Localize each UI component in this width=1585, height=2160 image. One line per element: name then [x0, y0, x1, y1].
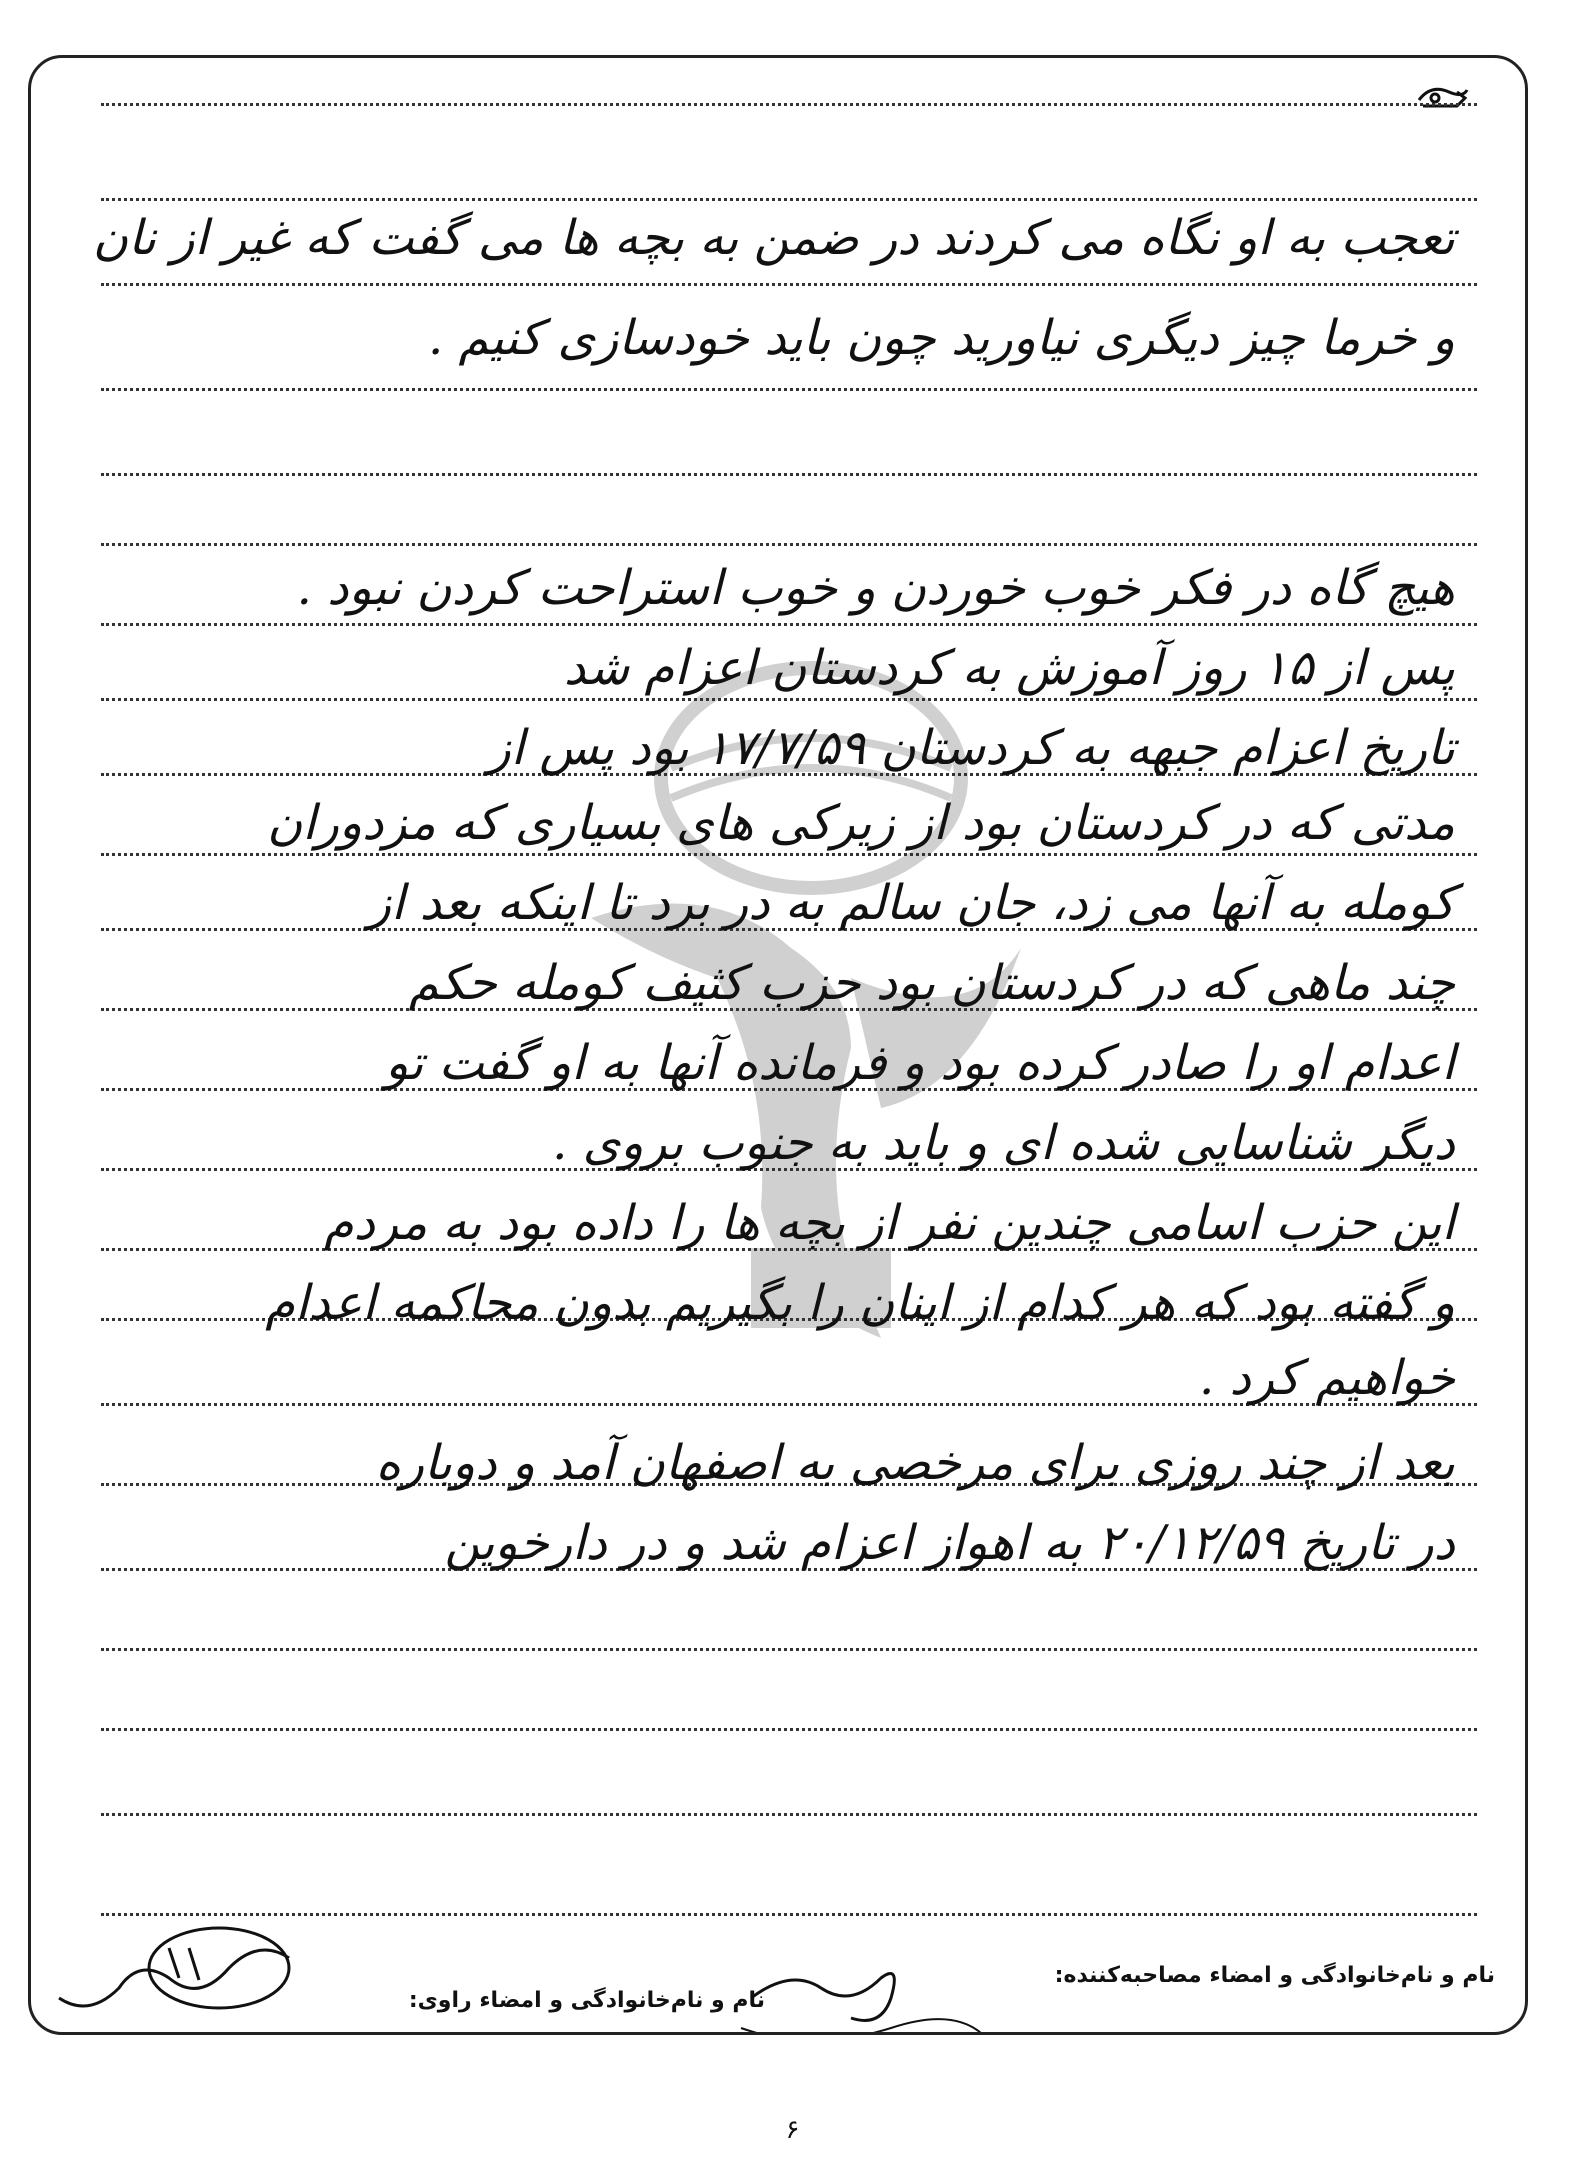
handwritten-line: مدتی که در کردستان بود از زیرکی های بسیاری که مزدوران — [267, 795, 1455, 851]
handwritten-line: و گفته بود که هر کدام از اینان را بگیریم بدون محاکمه اعدام — [265, 1275, 1455, 1331]
ruled-line — [101, 198, 1477, 201]
handwritten-line: در تاریخ ۲۰/۱۲/۵۹ به اهواز اعزام شد و در دارخوین — [444, 1515, 1455, 1571]
pen-icon — [1413, 78, 1473, 118]
handwritten-line: پس از ۱۵ روز آموزش به کردستان اعزام شد — [563, 640, 1455, 696]
handwritten-line: اعدام او را صادر کرده بود و فرمانده آنها به او گفت تو — [385, 1035, 1455, 1091]
ruled-line — [101, 543, 1477, 546]
ruled-line — [101, 283, 1477, 286]
handwritten-line: این حزب اسامی چندین نفر از بچه ها را داده بود به مردم — [323, 1195, 1455, 1251]
ruled-line — [101, 698, 1477, 701]
ruled-line — [101, 103, 1477, 106]
ruled-line — [101, 1913, 1477, 1916]
ruled-line — [101, 623, 1477, 626]
ruled-line — [101, 1728, 1477, 1731]
narrator-signature — [49, 1918, 309, 2028]
narrator-signature-label: نام و نام‌خانوادگی و امضاء راوی: — [408, 1988, 765, 2013]
ruled-line — [101, 388, 1477, 391]
handwritten-line: تاریخ اعزام جبهه به کردستان ۱۷/۷/۵۹ بود پس از — [487, 720, 1455, 776]
handwritten-line: هیچ گاه در فکر خوب خوردن و خوب استراحت کردن نبود . — [296, 560, 1455, 616]
handwritten-line: تعجب به او نگاه می کردند در ضمن به بچه ها می گفت که غیر از نان — [92, 210, 1455, 266]
handwritten-line: و خرما چیز دیگری نیاورید چون باید خودسازی کنیم . — [427, 310, 1455, 366]
ruled-line — [101, 853, 1477, 856]
handwritten-line: خواهیم کرد . — [1198, 1350, 1455, 1406]
ruled-line — [101, 1648, 1477, 1651]
interviewer-signature — [731, 1958, 991, 2035]
ruled-line — [101, 473, 1477, 476]
page-number: ۶ — [785, 2115, 800, 2145]
handwritten-line: دیگر شناسایی شده ای و باید به جنوب بروی . — [552, 1115, 1455, 1171]
handwritten-line: چند ماهی که در کردستان بود حزب کثیف کومله حکم — [408, 955, 1455, 1011]
handwritten-line: کومله به آنها می زد، جان سالم به در برد تا اینکه بعد از — [367, 875, 1455, 931]
interviewer-signature-label: نام و نام‌خانوادگی و امضاء مصاحبه‌کننده: — [1054, 1963, 1495, 1988]
handwritten-line: بعد از چند روزی برای مرخصی به اصفهان آمد و دوباره — [375, 1435, 1455, 1491]
ruled-line — [101, 1813, 1477, 1816]
page-frame — [28, 55, 1528, 2035]
